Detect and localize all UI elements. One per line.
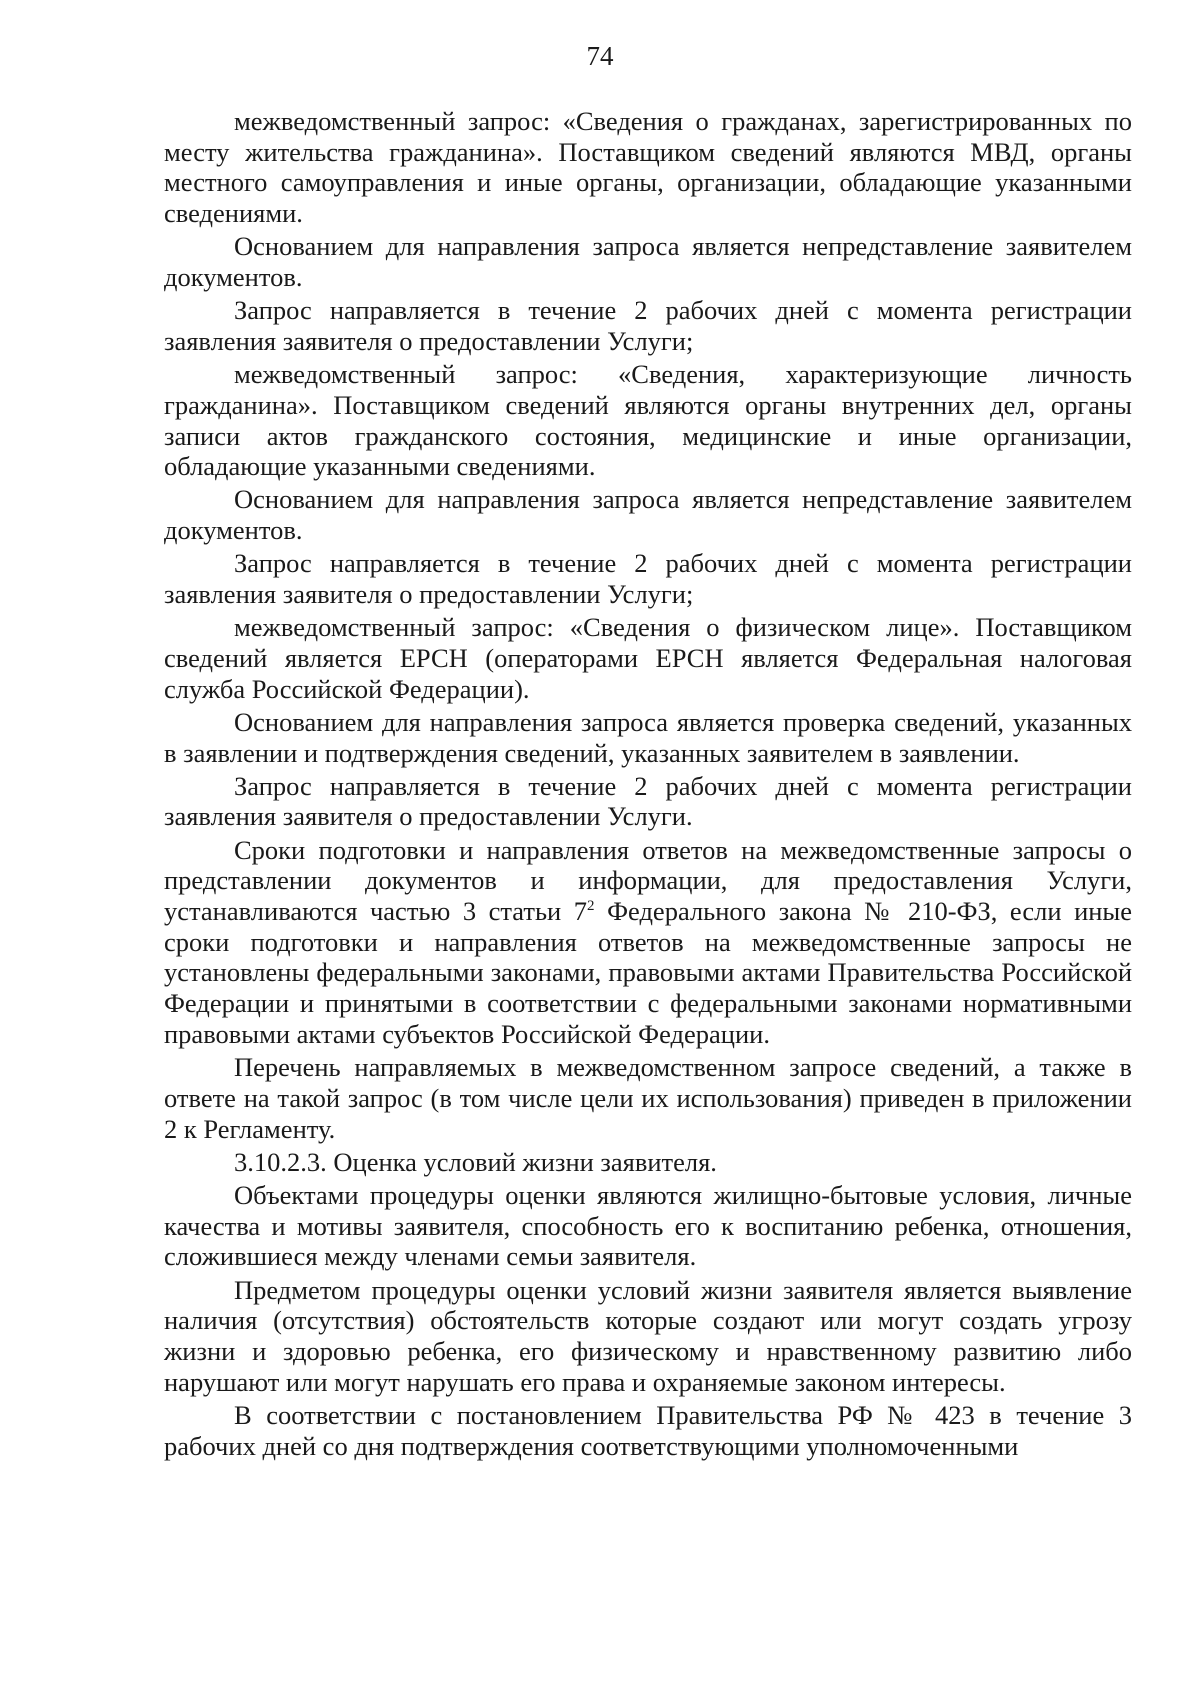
paragraph: Предметом процедуры оценки условий жизни заявителя является выявление наличия (отсутствия) обстоятельств которые создают или могут создать угрозу жизни и здоровью ребенка, его физическому и нравственному развитию либо нарушают или могут нарушать его права и охраняемые законом интересы.: [164, 1274, 1132, 1397]
paragraph: Объектами процедуры оценки являются жилищно-бытовые условия, личные качества и мотивы заявителя, способность его к воспитанию ребенка, отношения, сложившиеся между членами семьи заявителя.: [164, 1179, 1132, 1272]
paragraph: В соответствии с постановлением Правительства РФ № 423 в течение 3 рабочих дней со дня подтверждения соответствующими уполномоченными: [164, 1399, 1132, 1461]
paragraph: Основанием для направления запроса является непредставление заявителем документов.: [164, 231, 1132, 293]
paragraph: Запрос направляется в течение 2 рабочих дней с момента регистрации заявления заявителя о предоставлении Услуги;: [164, 548, 1132, 610]
superscript: 2: [587, 898, 595, 915]
section-heading: 3.10.2.3. Оценка условий жизни заявителя.: [234, 1146, 717, 1177]
paragraph: межведомственный запрос: «Сведения о физическом лице». Поставщиком сведений является ЕРСН (операторами ЕРСН является Федеральная налоговая служба Российской Федерации).: [164, 612, 1132, 704]
paragraph-text-before: Сроки подготовки и направления ответов на межведомственные запросы о представлении документов и информации, для предоставления Услуги, устанавливаются частью 3 статьи 7: [164, 834, 1132, 927]
body-text: [164, 106, 1132, 1461]
paragraph: межведомственный запрос: «Сведения, характеризующие личность гражданина». Поставщиком сведений являются органы внутренних дел, органы записи актов гражданского состояния, медицинские и иные организации, обладающие указанными сведениями.: [164, 359, 1132, 482]
paragraph: Перечень направляемых в межведомственном запросе сведений, а также в ответе на такой запрос (в том числе цели их использования) приведен в приложении 2 к Регламенту.: [164, 1052, 1132, 1144]
page-number: 74: [586, 41, 614, 71]
paragraph: Запрос направляется в течение 2 рабочих дней с момента регистрации заявления заявителя о предоставлении Услуги.: [164, 770, 1132, 832]
paragraph-text-after: Федерального закона № 210-ФЗ, если иные сроки подготовки и направления ответов на межведомственные запросы не установлены федеральными законами, правовыми актами Правительства Российской Федерации и принятыми в соответствии с федеральными законами нормативными правовыми актами субъектов Российской Федерации.: [164, 896, 1132, 1049]
paragraph: Запрос направляется в течение 2 рабочих дней с момента регистрации заявления заявителя о предоставлении Услуги;: [164, 295, 1132, 356]
paragraph: Основанием для направления запроса является проверка сведений, указанных в заявлении и подтверждения сведений, указанных заявителем в заявлении.: [164, 706, 1132, 768]
paragraph: межведомственный запрос: «Сведения о гражданах, зарегистрированных по месту жительства гражданина». Поставщиком сведений являются МВД, органы местного самоуправления и иные органы, организации, обладающие указанными сведениями.: [164, 106, 1132, 229]
paragraph-with-superscript: [164, 835, 1132, 1050]
paragraph: Основанием для направления запроса является непредставление заявителем документов.: [164, 484, 1132, 546]
